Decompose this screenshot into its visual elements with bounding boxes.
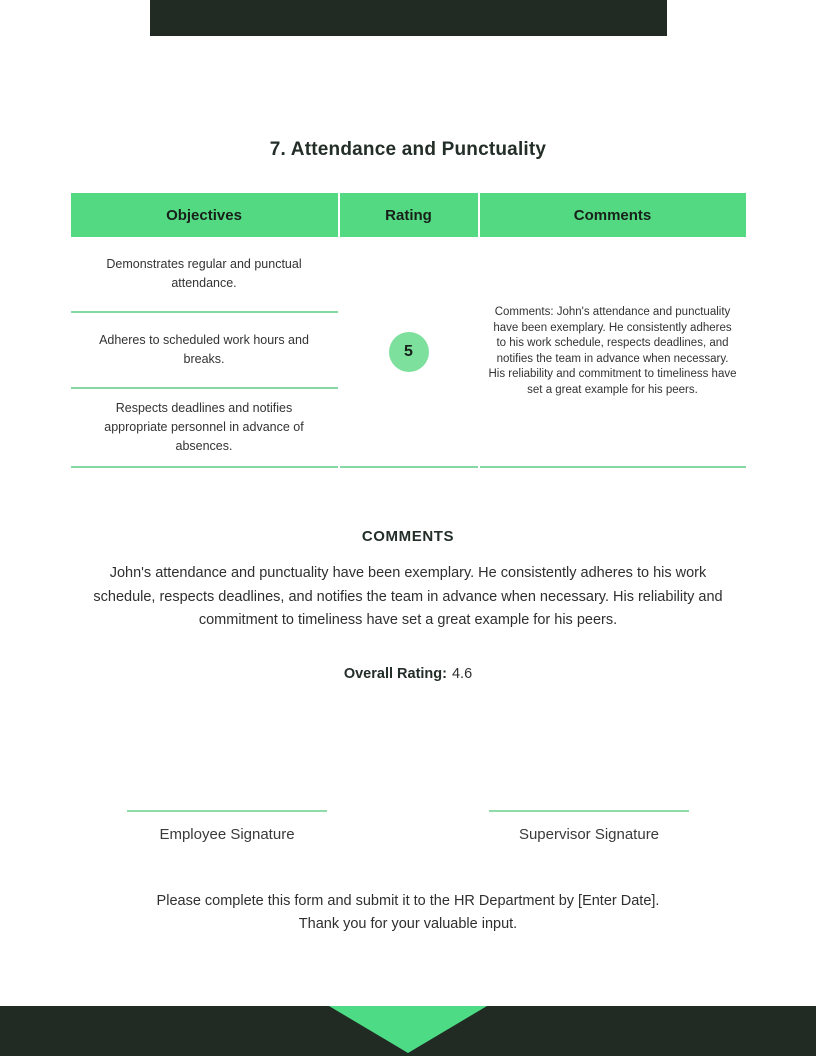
comments-section-body: John's attendance and punctuality have been exemplary. He consistently adheres to his work schedule, respects deadlines, and notifies the team in advance when necessary. His reliability and commitment to timeliness have set a great example for his peers.	[93, 565, 723, 628]
supervisor-signature-label: Supervisor Signature	[518, 825, 660, 843]
employee-signature-line	[127, 810, 327, 812]
objective-text: Respects deadlines and notifies appropriate personnel in advance of absences.	[71, 389, 338, 468]
supervisor-signature-line	[489, 810, 689, 812]
overall-rating	[0, 666, 816, 682]
table-comments-text: Comments: John's attendance and punctuality have been exemplary. He consistently adheres to his work schedule, respects deadlines, and notifies the team in advance when necessary. His reliability and commitment to timeliness have set a great example for his peers.	[480, 237, 746, 468]
table-row	[71, 237, 746, 313]
rating-badge: 5	[389, 332, 429, 372]
objective-text: Adheres to scheduled work hours and breaks.	[71, 313, 338, 389]
down-triangle-decoration	[329, 1006, 487, 1053]
rating-cell	[340, 237, 478, 468]
signature-section	[0, 810, 816, 843]
column-header-rating: Rating	[340, 193, 478, 237]
footer-note	[0, 890, 816, 937]
footer-note-line1: Please complete this form and submit it to the HR Department by [Enter Date].	[156, 892, 660, 909]
overall-rating-label: Overall Rating:	[343, 665, 447, 682]
footer-note-line2: Thank you for your valuable input.	[298, 916, 518, 932]
evaluation-table	[69, 193, 748, 468]
column-header-objectives: Objectives	[71, 193, 338, 237]
overall-rating-value: 4.6	[451, 665, 473, 682]
employee-signature-label: Employee Signature	[159, 825, 295, 843]
comments-section-heading: COMMENTS	[361, 528, 455, 545]
column-header-comments: Comments	[480, 193, 746, 237]
employee-signature-block	[127, 810, 327, 843]
table-header-row	[71, 193, 746, 237]
top-decorative-bar	[150, 0, 667, 36]
page-title: 7. Attendance and Punctuality	[269, 139, 547, 160]
supervisor-signature-block	[489, 810, 689, 843]
objective-text: Demonstrates regular and punctual attendance.	[71, 237, 338, 313]
bottom-decorative-bar	[0, 1006, 816, 1056]
